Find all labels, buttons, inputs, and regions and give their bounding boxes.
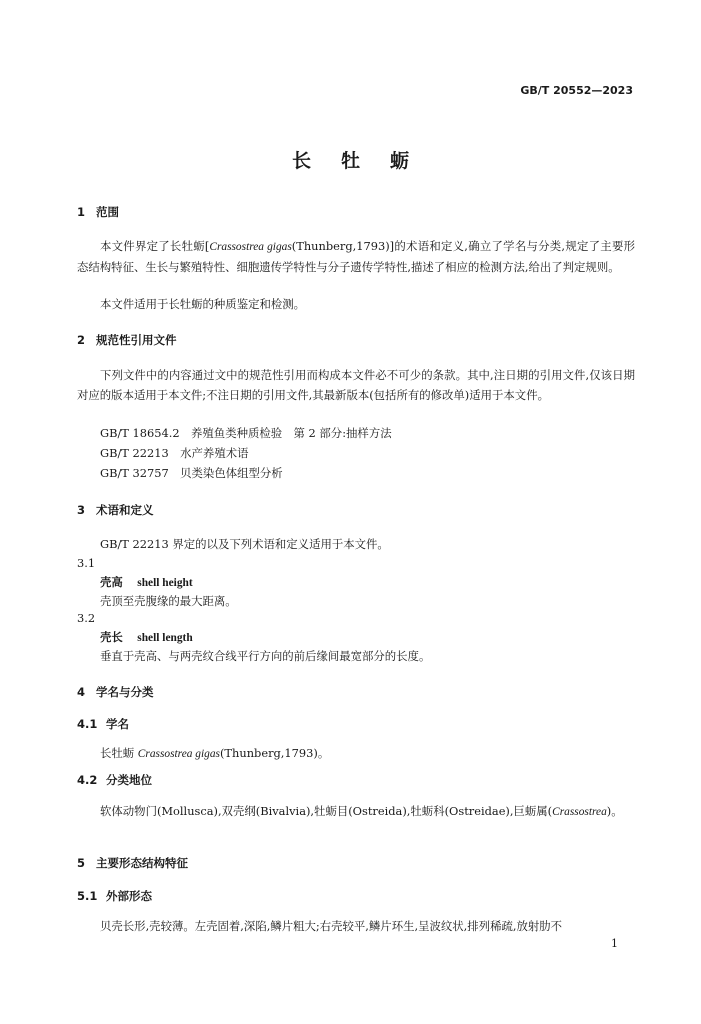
reference-item: GB/T 32757 贝类染色体组型分析 — [100, 466, 283, 480]
paragraph-text: (Thunberg,1793)。 — [219, 746, 330, 760]
reference-item: GB/T 22213 水产养殖术语 — [100, 446, 249, 460]
section-2-heading — [77, 332, 177, 348]
section-title: 主要形态结构特征 — [96, 856, 188, 870]
section-1-paragraph-2: 本文件适用于长牡蛎的种质鉴定和检测。 — [100, 297, 306, 311]
section-number: 2 — [77, 333, 86, 347]
paragraph-text: )。 — [606, 804, 623, 818]
term-definition: 壳顶至壳腹缘的最大距离。 — [100, 594, 237, 608]
standard-number: GB/T 20552—2023 — [520, 84, 633, 97]
section-number: 5 — [77, 856, 86, 870]
classification-paragraph — [77, 801, 635, 822]
term-cn: 壳高 — [100, 575, 123, 589]
section-4-1-heading — [77, 716, 129, 732]
term-3-2 — [100, 629, 193, 645]
reference-item: GB/T 18654.2 养殖鱼类种质检验 第 2 部分:抽样方法 — [100, 426, 392, 440]
scientific-name-paragraph — [100, 745, 329, 761]
section-number: 1 — [77, 205, 86, 219]
section-number: 4.2 — [77, 773, 98, 787]
section-title: 学名 — [106, 717, 129, 731]
section-1-heading — [77, 204, 119, 220]
section-4-2-heading — [77, 772, 152, 788]
section-5-heading — [77, 855, 188, 871]
section-title: 外部形态 — [106, 889, 152, 903]
term-cn: 壳长 — [100, 630, 123, 644]
paragraph-text: (Thunberg,1793)]的术语和定义,确立了学名与分类,规定了主要形态结构特征、生长与繁殖特性、细胞遗传学特性与分子遗传学特性,描述了相应的检测方法,给出了判定规则。 — [77, 239, 635, 274]
section-number: 4.1 — [77, 717, 98, 731]
section-title: 规范性引用文件 — [96, 333, 177, 347]
section-title: 范围 — [96, 205, 119, 219]
section-4-heading — [77, 684, 154, 700]
term-number: 3.1 — [77, 556, 96, 570]
section-number: 4 — [77, 685, 86, 699]
section-5-1-heading — [77, 888, 152, 904]
scientific-name: Crassostrea gigas — [209, 241, 292, 253]
section-number: 3 — [77, 503, 86, 517]
term-en: shell height — [137, 577, 193, 589]
term-definition: 垂直于壳高、与两壳纹合线平行方向的前后缘间最宽部分的长度。 — [100, 649, 431, 663]
document-title: 长牡蛎 — [291, 150, 439, 172]
scientific-name: Crassostrea gigas — [137, 748, 220, 760]
section-number: 5.1 — [77, 889, 98, 903]
term-en: shell length — [137, 632, 193, 644]
paragraph-text: 软体动物门(Mollusca),双壳纲(Bivalvia),牡蛎目(Ostreida),牡蛎科(Ostreidae),巨蛎属( — [100, 804, 553, 818]
section-title: 分类地位 — [106, 773, 152, 787]
morphology-paragraph: 贝壳长形,壳较薄。左壳固着,深陷,鳞片粗大;右壳较平,鳞片环生,呈波纹状,排列稀疏,放射肋不 — [100, 919, 563, 933]
section-3-paragraph-1: GB/T 22213 界定的以及下列术语和定义适用于本文件。 — [100, 537, 389, 551]
section-title: 学名与分类 — [96, 685, 154, 699]
paragraph-text: 本文件界定了长牡蛎[ — [100, 239, 210, 253]
section-1-paragraph-1 — [77, 236, 635, 277]
section-title: 术语和定义 — [96, 503, 154, 517]
paragraph-text: 长牡蛎 — [100, 746, 138, 760]
term-number: 3.2 — [77, 611, 96, 625]
section-3-heading — [77, 502, 154, 518]
page-number: 1 — [611, 937, 618, 950]
section-2-paragraph-1: 下列文件中的内容通过文中的规范性引用而构成本文件必不可少的条款。其中,注日期的引用文件,仅该日期对应的版本适用于本文件;不注日期的引用文件,其最新版本(包括所有的修改单)适用于本文件。 — [77, 368, 635, 402]
scientific-name: Crassostrea — [552, 806, 607, 818]
term-3-1 — [100, 574, 193, 590]
